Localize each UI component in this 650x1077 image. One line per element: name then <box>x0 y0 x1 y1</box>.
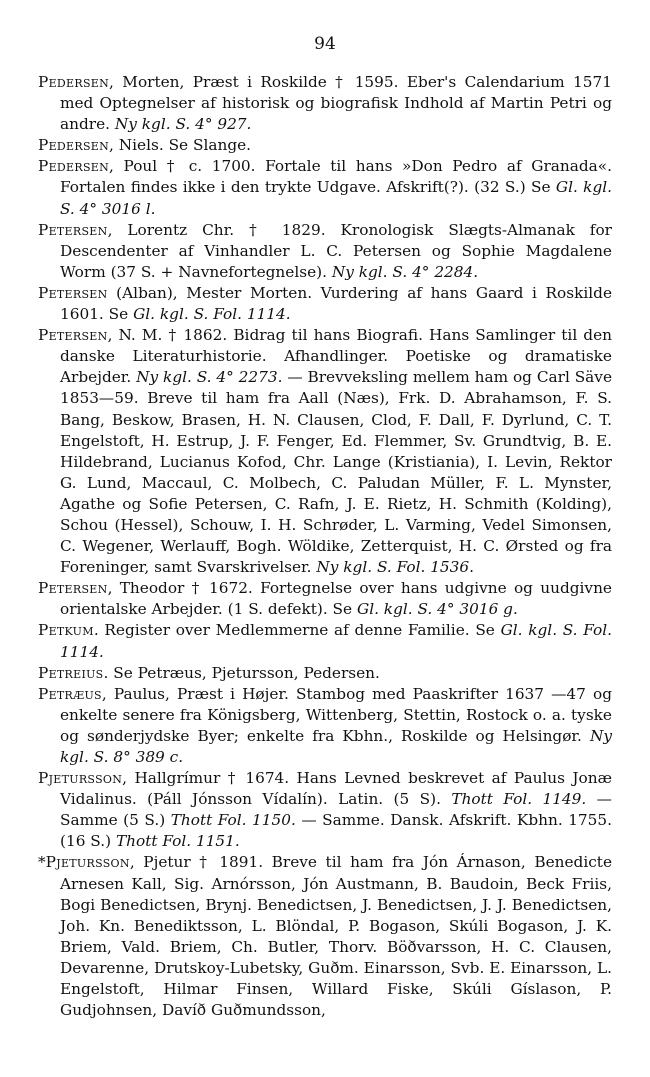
entry-petersen-alban <box>38 283 612 325</box>
entry-pjetursson-hallgrimur: Pjetursson, Hallgrímur † 1674. Hans Levned beskrevet af Paulus Jonæ Vidalinus. (Páll Jónsson Vídalín). Latin. (5 S). Thott Fol. 1149. — Samme (5 S.) Thott Fol. 1150. — Samme. Dansk. Afskrift. Kbhn. 1755. (16 S.) Thott Fol. 1151. <box>38 769 612 851</box>
entry-petersen-lorentz: Petersen, Lorentz Chr. † 1829. Kronologisk Slægts-Almanak for Descendenter af Vinhandler L. C. Petersen og Sophie Magdalene Worm (37 S. + Navnefortegnelse). Ny kgl. S. 4° 2284. <box>38 220 612 281</box>
entry-reference-3: Thott Fol. 1151. <box>115 832 240 851</box>
entry-petreius: Petreius. Se Petræus, Pjetursson, Pedersen. <box>38 663 380 682</box>
entry-text: Register over Medlemmerne af denne Familie. Se <box>104 621 495 640</box>
entry-head: Petersen <box>38 579 108 598</box>
entry-text: Niels. Se Slange. <box>118 136 252 155</box>
entry-list <box>38 72 612 1021</box>
entry-text: Hallgrímur † 1674. Hans Levned beskrevet af Paulus Jonæ Vidalinus. (Páll Jónsson Vídalín). Latin. (5 S). <box>60 769 612 809</box>
entry-head: Petkum <box>38 621 94 640</box>
asterisk-marker: * <box>38 853 46 872</box>
entry-petersen-nm: Petersen, N. M. † 1862. Bidrag til hans Biografi. Hans Samlinger til den danske Literaturhistorie. Afhandlinger. Poetiske og dramatiske Arbejder. Ny kgl. S. 4° 2273. — Brevveksling mellem ham og Carl Säve 1853—59. Breve til ham fra Aall (Næs), Frk. D. Abrahamson, F. S. Bang, Beskow, Brasen, H. N. Clausen, Clod, F. Dall, F. Dyrlund, C. T. Engelstoft, H. Estrup, J. F. Fenger, Ed. Flemmer, Sv. Grundtvig, B. E. Hildebrand, Lucianus Kofod, Chr. Lange (Kristiania), I. Levin, Rektor G. Lund, Maccaul, C. Molbech, C. Paludan Müller, F. L. Mynster, Agathe og Sofie Petersen, C. Rafn, J. E. Rietz, H. Schmith (Kolding), Schou (Hessel), Schouw, I. H. Schrøder, L. Varming, Vedel Simonsen, C. Wegener, Werlauff, Bogh. Wöldike, Zetterquist, H. C. Ørsted og fra Foreninger, samt Svarskrivelser. Ny kgl. S. Fol. 1536. <box>38 326 612 577</box>
entry-petraeus-paulus: Petræus, Paulus, Præst i Højer. Stambog med Paaskrifter 1637 —47 og enkelte senere fra Königsberg, Wittenberg, Stettin, Rostock o. a. tyske og sønderjydske Byer; enkelte fra Kbhn., Roskilde og Helsingør. Ny kgl. S. 8° 389 c. <box>38 684 613 766</box>
entry-reference: Ny kgl. S. 4° 2273. <box>136 368 283 387</box>
entry-head: Petræus <box>38 684 102 703</box>
entry-pedersen-niels: Pedersen, Niels. Se Slange. <box>38 136 252 155</box>
entry-text: Poul † c. 1700. Fortale til hans »Don Pedro af Granada«. Fortalen findes ikke i den trykte Udgave. Afskrift(?). (32 S.) Se <box>60 157 612 197</box>
entry-reference: Gl. kgl. S. 4° 3016 g. <box>356 600 518 619</box>
entry-text-continued-2: — Samme. Dansk. Afskrift. Kbhn. 1755. (16 S.) <box>60 811 612 851</box>
entry-reference: Ny kgl. S. 4° 927. <box>114 115 252 134</box>
entry-head: Petreius <box>38 663 104 682</box>
entry-reference: Gl. kgl. S. 4° 3016 l. <box>60 178 612 218</box>
entry-pedersen-morten: Pedersen, Morten, Præst i Roskilde † 1595. Eber's Calendarium 1571 med Optegnelser af historisk og biografisk Indhold af Martin Petri og andre. Ny kgl. S. 4° 927. <box>38 73 612 134</box>
entry-text: (Alban), Mester Morten. Vurdering af hans Gaard i Roskilde 1601. Se <box>60 283 612 324</box>
page-number: 94 <box>314 34 336 54</box>
entry-text: Theodor † 1672. Fortegnelse over hans udgivne og uudgivne orientalske Arbejder. (1 S. defekt). Se <box>60 579 612 619</box>
entry-text: Paulus, Præst i Højer. Stambog med Paaskrifter 1637 —47 og enkelte senere fra Königsberg, Wittenberg, Stettin, Rostock o. a. tyske og sønderjydske Byer; enkelte fra Kbhn., Roskilde og Helsingør. <box>60 684 613 745</box>
entry-reference-2: Thott Fol. 1150. <box>170 811 296 830</box>
entry-text-continued: — Samme (5 S.) <box>60 790 612 830</box>
entry-reference-2: Ny kgl. S. Fol. 1536. <box>316 558 474 577</box>
entry-text: N. M. † 1862. Bidrag til hans Biografi. Hans Samlinger til den danske Literaturhistorie. Afhandlinger. Poetiske og dramatiske Arbejder. <box>60 326 612 387</box>
entry-head: Pedersen <box>38 73 110 91</box>
entry-pjetursson-pjetur: *Pjetursson, Pjetur † 1891. Breve til ham fra Jón Árnason, Benedicte Arnesen Kall, Sig. Arnórsson, Jón Austmann, B. Baudoin, Beck Friis, Bogi Benedictsen, Brynj. Benedictsen, J. Benedictsen, J. J. Benedictsen, Joh. Kn. Benediktsson, L. Blöndal, P. Bogason, Skúli Bogason, J. K. Briem, Vald. Briem, Ch. Butler, Thorv. Böðvarsson, H. C. Clausen, Devarenne, Drutskoy-Lubetsky, Guðm. Einarsson, Svb. E. Einarsson, L. Engelstoft, Hilmar Finsen, Willard Fiske, Skúli Gíslason, P. Gudjohnsen, Davíð Guðmundsson, <box>38 853 612 1020</box>
entry-head: Petersen <box>38 283 108 302</box>
entry-text: Lorentz Chr. † 1829. Kronologisk Slægts-Almanak for Descendenter af Vinhandler L. C. Petersen og Sophie Magdalene Worm (37 S. + Navnefortegnelse). <box>60 220 612 281</box>
entry-reference: Ny kgl. S. 4° 2284. <box>331 262 479 281</box>
entry-head: Pedersen <box>38 136 110 155</box>
entry-head: Pjetursson <box>38 769 123 788</box>
entry-petersen-theodor: Petersen, Theodor † 1672. Fortegnelse over hans udgivne og uudgivne orientalske Arbejder. (1 S. defekt). Se Gl. kgl. S. 4° 3016 g. <box>38 579 612 619</box>
entry-head: Petersen <box>38 326 108 345</box>
entry-petkum: Petkum. Register over Medlemmerne af denne Familie. Se Gl. kgl. S. Fol. 1114. <box>38 621 612 661</box>
entry-reference: Gl. kgl. S. Fol. 1114. <box>133 305 291 324</box>
entry-reference: Gl. kgl. S. Fol. 1114. <box>60 621 612 661</box>
entry-head: Petersen <box>38 220 108 239</box>
entry-text-continued: — Brevveksling mellem ham og Carl Säve 1853—59. Breve til ham fra Aall (Næs), Frk. D. Abrahamson, F. S. Bang, Beskow, Brasen, H. N. Clausen, Clod, F. Dall, F. Dyrlund, C. T. Engelstoft, H. Estrup, J. F. Fenger, Ed. Flemmer, Sv. Grundtvig, B. E. Hildebrand, Lucianus Kofod, Chr. Lange (Kristiania), I. Levin, Rektor G. Lund, Maccaul, C. Molbech, C. Paludan Müller, F. L. Mynster, Agathe og Sofie Petersen, C. Rafn, J. E. Rietz, H. Schmith (Kolding), Schou (Hessel), Schouw, I. H. Schrøder, L. Varming, Vedel Simonsen, C. Wegener, Werlauff, Bogh. Wöldike, Zetterquist, H. C. Ørsted og fra Foreninger, samt Svarskrivelser. <box>60 368 612 577</box>
entry-text: Se Petræus, Pjetursson, Pedersen. <box>113 663 380 682</box>
entry-text: Morten, Præst i Roskilde † 1595. Eber's Calendarium 1571 med Optegnelser af historisk og biografisk Indhold af Martin Petri og andre. <box>60 73 612 134</box>
entry-reference: Thott Fol. 1149. <box>451 790 587 809</box>
entry-head: Pedersen <box>38 157 110 176</box>
entry-head: Pjetursson <box>45 853 130 872</box>
entry-pedersen-poul: Pedersen, Poul † c. 1700. Fortale til hans »Don Pedro af Granada«. Fortalen findes ikke i den trykte Udgave. Afskrift(?). (32 S.) Se Gl. kgl. S. 4° 3016 l. <box>38 157 612 218</box>
entry-reference: Ny kgl. S. 8° 389 c. <box>60 726 612 766</box>
entry-text: Pjetur † 1891. Breve til ham fra Jón Árnason, Benedicte Arnesen Kall, Sig. Arnórsson, Jón Austmann, B. Baudoin, Beck Friis, Bogi Benedictsen, Brynj. Benedictsen, J. Benedictsen, J. J. Benedictsen, Joh. Kn. Benediktsson, L. Blöndal, P. Bogason, Skúli Bogason, J. K. Briem, Vald. Briem, Ch. Butler, Thorv. Böðvarsson, H. C. Clausen, Devarenne, Drutskoy-Lubetsky, Guðm. Einarsson, Svb. E. Einarsson, L. Engelstoft, Hilmar Finsen, Willard Fiske, Skúli Gíslason, P. Gudjohnsen, Davíð Guðmundsson, <box>60 853 612 1020</box>
